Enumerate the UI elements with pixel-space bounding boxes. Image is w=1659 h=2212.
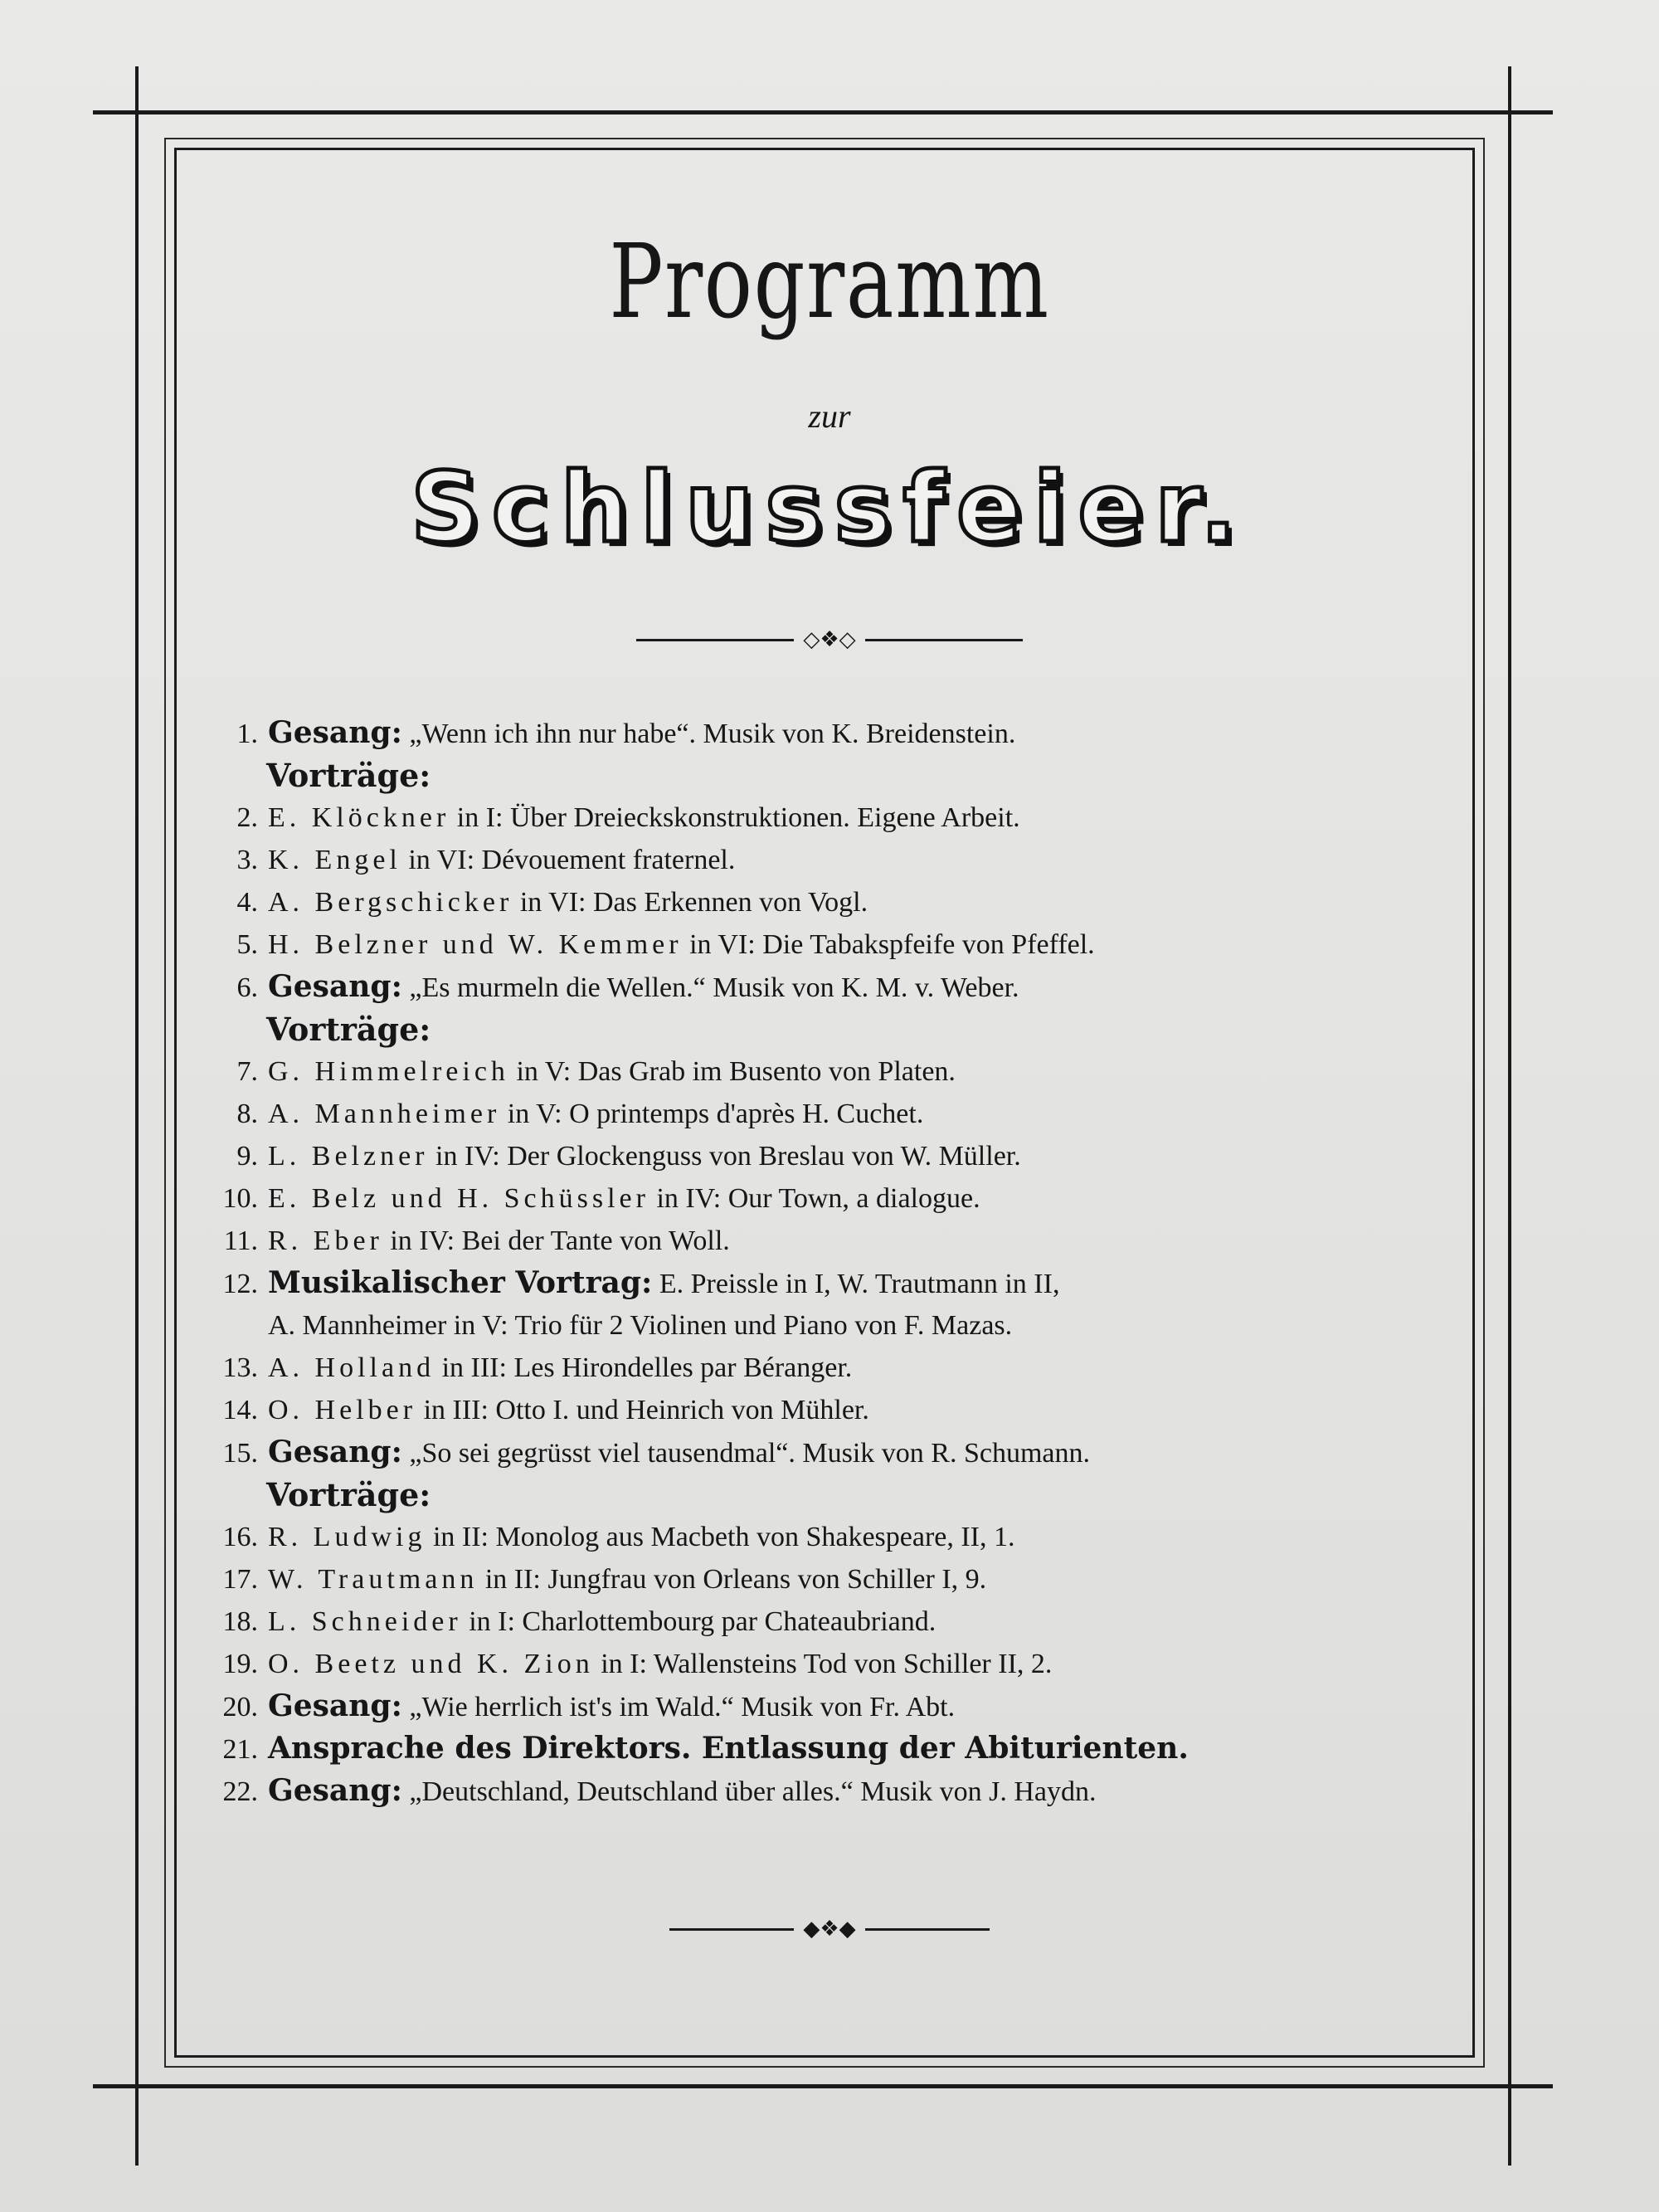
speaker-name: H. Belzner und W. Kemmer <box>268 929 683 960</box>
item-lead: Gesang: <box>268 1688 402 1723</box>
item-text: in V: Das Grab im Busento von Platen. <box>508 1056 956 1087</box>
program-item <box>212 923 1472 966</box>
item-number: 5. <box>236 929 258 960</box>
item-text: in VI: Dévouement fraternel. <box>401 845 736 875</box>
speaker-name: K. Engel <box>268 845 401 875</box>
program-item <box>212 881 1472 923</box>
item-text: in I: Über Dreieckskonstruktionen. Eigene Arbeit. <box>450 802 1020 833</box>
speaker-name: G. Himmelreich <box>268 1056 509 1087</box>
item-number: 11. <box>223 1225 258 1256</box>
heading-text: Vorträge: <box>266 1476 431 1513</box>
item-text: in III: Les Hirondelles par Béranger. <box>435 1352 853 1383</box>
program-item <box>212 1220 1472 1262</box>
program-item <box>212 1643 1472 1685</box>
item-number: 16. <box>222 1522 258 1552</box>
heading-text: Vorträge: <box>266 1011 431 1048</box>
item-text: in VI: Die Tabakspfeife von Pfeffel. <box>682 929 1095 960</box>
item-text: in II: Jungfrau von Orleans von Schiller I, 9. <box>478 1564 987 1595</box>
item-text: „So sei gegrüsst viel tausendmal“. Musik von R. Schumann. <box>401 1438 1091 1469</box>
item-continuation: A. Mannheimer in V: Trio für 2 Violinen und Piano von F. Mazas. <box>268 1310 1013 1341</box>
program-item <box>212 1685 1472 1727</box>
item-text: in III: Otto I. und Heinrich von Mühler. <box>416 1395 869 1425</box>
item-number: 22. <box>222 1776 258 1807</box>
item-number: 10. <box>222 1183 258 1214</box>
speaker-name: L. Schneider <box>268 1606 462 1637</box>
program-item <box>212 1558 1472 1601</box>
program-item <box>212 1770 1472 1812</box>
program-item <box>212 1262 1472 1304</box>
speaker-name: E. Klöckner <box>268 802 450 833</box>
item-number: 21. <box>222 1734 258 1765</box>
item-text: in IV: Der Glockenguss von Breslau von W. Müller. <box>428 1141 1021 1172</box>
item-text: in IV: Our Town, a dialogue. <box>649 1183 980 1214</box>
program-item <box>212 966 1472 1008</box>
item-number: 3. <box>236 845 258 875</box>
item-number: 17. <box>222 1564 258 1595</box>
speaker-name: O. Helber <box>268 1395 417 1425</box>
program-item <box>212 1601 1472 1643</box>
speaker-name: A. Mannheimer <box>268 1099 501 1129</box>
program-item <box>212 1135 1472 1177</box>
item-text: in IV: Bei der Tante von Woll. <box>382 1225 730 1256</box>
program-item <box>212 1050 1472 1093</box>
item-number: 19. <box>222 1649 258 1679</box>
bottom-rule <box>93 2084 1553 2088</box>
item-text: „Deutschland, Deutschland über alles.“ Musik von J. Haydn. <box>401 1776 1097 1807</box>
item-lead: Musikalischer Vortrag: <box>268 1265 653 1300</box>
item-text: „Wenn ich ihn nur habe“. Musik von K. Breidenstein. <box>401 719 1016 749</box>
item-number: 9. <box>236 1141 258 1172</box>
top-rule <box>93 110 1553 114</box>
item-text: in II: Monolog aus Macbeth von Shakespeare, II, 1. <box>426 1522 1015 1552</box>
section-heading <box>212 1474 1472 1516</box>
program-item <box>212 1347 1472 1389</box>
speaker-name: O. Beetz und K. Zion <box>268 1649 594 1679</box>
item-number: 2. <box>236 802 258 833</box>
item-lead: Gesang: <box>268 1435 402 1469</box>
program-item <box>212 1727 1472 1770</box>
item-lead: Ansprache des Direktors. Entlassung der Abiturienten. <box>268 1731 1189 1766</box>
item-text: in V: O printemps d'après H. Cuchet. <box>500 1099 924 1129</box>
program-item <box>212 839 1472 881</box>
program-item <box>212 1304 1472 1347</box>
ornament-divider-top: ◇❖◇ <box>0 624 1659 652</box>
speaker-name: E. Belz und H. Schüssler <box>268 1183 649 1214</box>
ornament-divider-bottom: ◆❖◆ <box>0 1913 1659 1942</box>
item-lead: Gesang: <box>268 1773 402 1808</box>
program-item <box>212 1431 1472 1474</box>
item-number: 12. <box>222 1269 258 1299</box>
event-title: Schlussfeier. <box>411 452 1248 564</box>
section-heading <box>212 1008 1472 1050</box>
right-rule <box>1508 66 1511 2166</box>
speaker-name: R. Ludwig <box>268 1522 426 1552</box>
item-number: 4. <box>236 887 258 918</box>
item-number: 1. <box>236 719 258 749</box>
program-list <box>212 712 1472 1812</box>
item-number: 13. <box>222 1352 258 1383</box>
item-number: 18. <box>222 1606 258 1637</box>
program-item <box>212 797 1472 839</box>
speaker-name: W. Trautmann <box>268 1564 479 1595</box>
program-item <box>212 1093 1472 1135</box>
item-number: 6. <box>236 972 258 1003</box>
program-item <box>212 1177 1472 1220</box>
item-lead: Gesang: <box>268 715 402 750</box>
speaker-name: L. Belzner <box>268 1141 429 1172</box>
item-text: „Wie herrlich ist's im Wald.“ Musik von Fr. Abt. <box>401 1692 956 1722</box>
item-number: 14. <box>222 1395 258 1425</box>
item-text: E. Preissle in I, W. Trautmann in II, <box>652 1269 1060 1299</box>
program-item <box>212 1516 1472 1558</box>
speaker-name: A. Holland <box>268 1352 435 1383</box>
page-title: Programm <box>609 222 1050 342</box>
heading-text: Vorträge: <box>266 757 431 794</box>
item-text: in I: Wallensteins Tod von Schiller II, 2. <box>593 1649 1053 1679</box>
item-number: 7. <box>236 1056 258 1087</box>
item-text: in I: Charlottembourg par Chateaubriand. <box>461 1606 937 1637</box>
program-item <box>212 1389 1472 1431</box>
item-number: 20. <box>222 1692 258 1722</box>
item-number: 15. <box>222 1438 258 1469</box>
section-heading <box>212 754 1472 797</box>
item-lead: Gesang: <box>268 969 402 1004</box>
item-text: „Es murmeln die Wellen.“ Musik von K. M. v. Weber. <box>401 972 1019 1003</box>
speaker-name: R. Eber <box>268 1225 383 1256</box>
speaker-name: A. Bergschicker <box>268 887 513 918</box>
left-rule <box>135 66 139 2166</box>
subtitle: zur <box>808 397 851 435</box>
item-number: 8. <box>236 1099 258 1129</box>
program-item <box>212 712 1472 754</box>
item-text: in VI: Das Erkennen von Vogl. <box>513 887 868 918</box>
